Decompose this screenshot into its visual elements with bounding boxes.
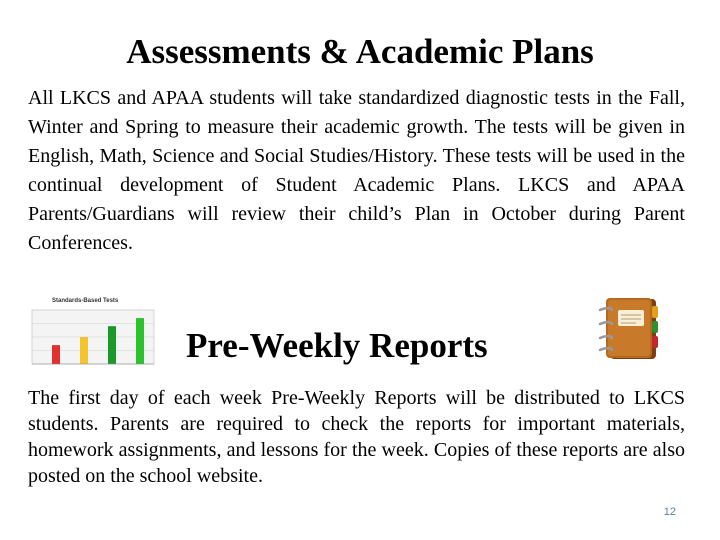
chart-thumbnail-bar-0 [52, 345, 60, 364]
notebook-icon [594, 296, 662, 364]
page-number: 12 [663, 506, 676, 518]
assessments-paragraph: All LKCS and APAA students will take standardized diagnostic tests in the Fall, Winter and Spring to measure their academic growth. The tests will be given in English, Math, Science and Social Studies/History. These tests will be used in the continual development of Student Academic Plans. LKCS and APAA Parents/Guardians will review their child’s Plan in October during Parent Conferences. [28, 87, 685, 254]
chart-thumbnail-bar-3 [136, 318, 144, 364]
chart-thumbnail-title: Standards-Based Tests [52, 298, 119, 304]
chart-thumbnail-bar-2 [108, 326, 116, 364]
section-title: Pre-Weekly Reports [186, 326, 488, 365]
chart-thumbnail-bar-1 [80, 337, 88, 364]
slide-title: Assessments & Academic Plans [126, 32, 594, 71]
pre-weekly-reports-paragraph: The first day of each week Pre-Weekly Reports will be distributed to LKCS students. Parents are required to check the reports for important materials, homework assignments, and lessons for the week. Copies of these reports are also posted on the school website. [28, 387, 685, 487]
standards-tests-chart-thumbnail [22, 296, 158, 368]
